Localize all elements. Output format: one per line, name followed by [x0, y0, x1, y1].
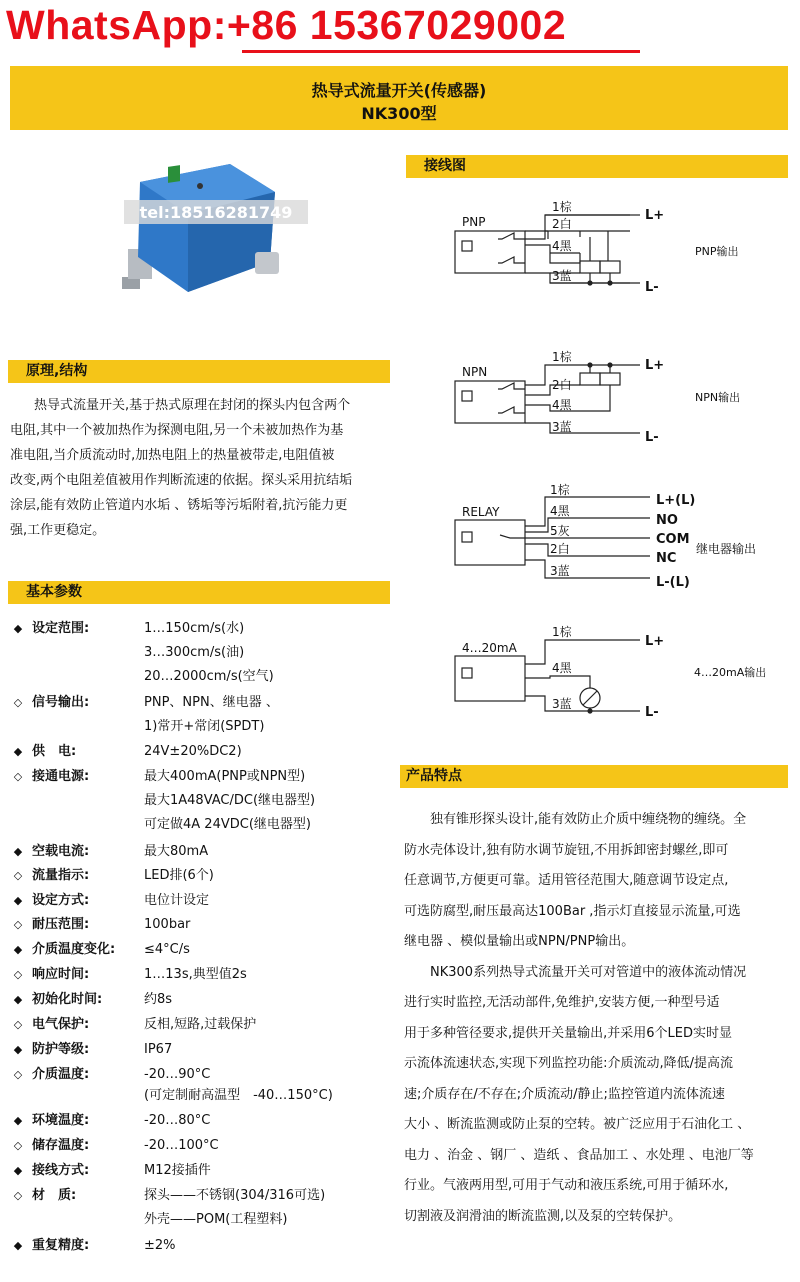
- param-row: [10, 617, 400, 641]
- diagram-label: RELAY: [462, 505, 500, 519]
- terminal-label: L-: [645, 430, 659, 445]
- features-line: 大小 、断流监测或防止泵的空转。被广泛应用于石油化工 、: [404, 1117, 751, 1132]
- param-key: 介质温度:: [32, 1067, 90, 1082]
- param-value: -20…90°C: [144, 1067, 211, 1082]
- terminal-label: L+(L): [656, 493, 696, 508]
- bullet-icon: ◆: [13, 622, 23, 635]
- principle-line: 电阻,其中一个被加热作为探测电阻,另一个未被加热作为基: [10, 423, 344, 438]
- terminal-label: NC: [656, 551, 677, 566]
- features-line: 进行实时监控,无活动部件,免维护,安装方便,一种型号适: [404, 995, 720, 1010]
- terminal-label: L+: [645, 634, 665, 649]
- param-key: 耐压范围:: [32, 917, 90, 932]
- output-label: NPN输出: [695, 391, 741, 404]
- bullet-icon: ◆: [13, 943, 23, 956]
- principle-text: [10, 393, 400, 543]
- photo-watermark: tel:18516281749: [139, 203, 293, 222]
- output-label: 继电器输出: [696, 542, 757, 556]
- param-value: -20…80°C: [144, 1113, 211, 1128]
- output-label: 4…20mA输出: [694, 666, 767, 679]
- features-text: [404, 805, 794, 1232]
- param-key: 供 电:: [32, 744, 77, 759]
- features-line: 继电器 、模似量输出或NPN/PNP输出。: [404, 934, 635, 949]
- analog-wiring-diagram: [440, 620, 790, 725]
- bullet-icon: ◆: [13, 1164, 23, 1177]
- param-value: 24V±20%DC2): [144, 744, 242, 759]
- param-row: [10, 889, 400, 913]
- features-line: 任意调节,方便更可靠。适用管径范围大,随意调节设定点,: [404, 873, 729, 888]
- param-value: -20…100°C: [144, 1138, 219, 1153]
- param-key: 防护等级:: [32, 1042, 90, 1057]
- watermark-underline: [242, 50, 640, 53]
- wire-label: 4黑: [552, 239, 572, 253]
- param-value: ≤4°C/s: [144, 942, 190, 957]
- load-1: [580, 261, 600, 273]
- param-key: 接通电源:: [32, 769, 90, 784]
- wire-label: 3蓝: [550, 564, 570, 578]
- param-row: [10, 963, 400, 987]
- wire-label: 4黑: [552, 661, 572, 675]
- features-line: 用于多种管径要求,提供开关量输出,并采用6个LED实时显: [404, 1025, 733, 1041]
- wire-label: 3蓝: [552, 420, 572, 434]
- wire-label: 2白: [552, 378, 572, 392]
- terminal-label: NO: [656, 513, 678, 528]
- bullet-icon: ◆: [13, 1239, 23, 1252]
- bullet-icon: ◇: [13, 1189, 23, 1202]
- wire-label: 1棕: [550, 483, 570, 497]
- bullet-icon: ◆: [13, 1114, 23, 1127]
- param-row: [10, 691, 400, 715]
- param-value: ±2%: [144, 1238, 176, 1253]
- param-row: [10, 765, 400, 789]
- m12-connector: [255, 252, 279, 274]
- led-label: [168, 165, 180, 183]
- param-key: 初始化时间:: [32, 992, 103, 1007]
- param-subvalue: 20…2000cm/s(空气): [144, 669, 274, 684]
- principle-line: 涂层,能有效防止管道内水垢 、锈垢等污垢附着,抗污能力更: [10, 498, 348, 513]
- param-key: 接线方式:: [32, 1163, 90, 1178]
- param-row: [10, 1234, 400, 1258]
- diagram-label: 4…20mA: [462, 641, 517, 655]
- terminal-label: L-(L): [656, 575, 690, 590]
- param-row: [10, 740, 400, 764]
- param-key: 设定范围:: [32, 621, 90, 636]
- diagram-label: PNP: [462, 215, 486, 229]
- principle-line: 改变,两个电阻差值被用作判断流速的依据。探头采用抗结垢: [10, 473, 353, 488]
- param-value: PNP、NPN、继电器 、: [144, 695, 279, 710]
- param-row: [10, 1184, 400, 1208]
- bullet-icon: ◇: [13, 1139, 23, 1152]
- param-value: 1…13s,典型值2s: [144, 967, 247, 982]
- param-value: LED排(6个): [144, 868, 214, 883]
- param-key: 空载电流:: [32, 844, 90, 859]
- param-value: 探头——不锈钢(304/316可选): [144, 1188, 326, 1203]
- features-line: 电力 、治金 、钢厂 、造纸 、食品加工 、水处理 、电池厂等: [404, 1147, 754, 1163]
- features-line: 行业。气液两用型,可用于气动和液压系统,可用于循环水,: [404, 1178, 729, 1193]
- wire-label: 3蓝: [552, 269, 572, 283]
- model-name: NK300型: [361, 104, 437, 123]
- product-photo: [110, 152, 310, 312]
- param-value: 最大400mA(PNP或NPN型): [144, 769, 306, 784]
- wire-label: 2白: [552, 217, 572, 231]
- bullet-icon: ◇: [13, 968, 23, 981]
- param-row: [10, 1134, 400, 1158]
- bullet-icon: ◆: [13, 845, 23, 858]
- terminal-label: L-: [645, 705, 659, 720]
- sensor-symbol-icon: [462, 668, 472, 678]
- param-row: [10, 988, 400, 1012]
- param-value: IP67: [144, 1042, 173, 1057]
- relay-wiring-diagram: [440, 480, 790, 590]
- page-title: 热导式流量开关(传感器): [311, 81, 487, 100]
- features-line: 独有锥形探头设计,能有效防止介质中缠绕物的缠绕。全: [430, 812, 747, 827]
- param-row: [10, 1013, 400, 1037]
- param-subvalue: 3…300cm/s(油): [144, 645, 245, 660]
- param-key: 介质温度变化:: [32, 942, 116, 957]
- param-value: 100bar: [144, 917, 191, 932]
- bullet-icon: ◇: [13, 1068, 23, 1081]
- param-row: [10, 840, 400, 864]
- param-subvalue: 最大1A48VAC/DC(继电器型): [144, 793, 316, 808]
- terminal-label: L-: [645, 280, 659, 295]
- param-value: 反相,短路,过载保护: [144, 1017, 257, 1032]
- param-key: 环境温度:: [32, 1113, 90, 1128]
- param-value: 1…150cm/s(水): [144, 621, 245, 636]
- sensor-symbol-icon: [462, 391, 472, 401]
- param-key: 电气保护:: [32, 1017, 90, 1032]
- features-line: 切割液及润滑油的断流监测,以及泵的空转保护。: [404, 1208, 682, 1224]
- features-line: NK300系列热导式流量开关可对管道中的液体流动情况: [430, 964, 747, 980]
- features-line: 示流体流速状态,实现下列监控功能:介质流动,降低/提高流: [404, 1056, 734, 1071]
- bullet-icon: ◆: [13, 745, 23, 758]
- param-subvalue: 外壳——POM(工程塑料): [144, 1212, 288, 1227]
- bullet-icon: ◆: [13, 894, 23, 907]
- wire-label: 1棕: [552, 200, 572, 214]
- title-banner: [10, 66, 788, 130]
- param-row: [10, 864, 400, 888]
- param-subvalue: 1)常开+常闭(SPDT): [144, 719, 265, 734]
- param-value: M12接插件: [144, 1163, 211, 1178]
- principle-line: 准电阻,当介质流动时,加热电阻上的热量被带走,电阻值被: [10, 448, 335, 463]
- param-row: [10, 1109, 400, 1133]
- terminal-label: L+: [645, 358, 665, 373]
- features-line: 速;介质存在/不存在;介质流动/静止;监控管道内流体流速: [404, 1086, 725, 1102]
- params-heading: 基本参数: [8, 581, 390, 604]
- features-line: 防水壳体设计,独有防水调节旋钮,不用拆卸密封螺丝,即可: [404, 842, 729, 858]
- param-key: 流量指示:: [32, 868, 90, 883]
- adjust-knob: [197, 183, 203, 189]
- param-key: 重复精度:: [32, 1238, 90, 1253]
- param-row: [10, 913, 400, 937]
- bullet-icon: ◆: [13, 993, 23, 1006]
- bullet-icon: ◇: [13, 869, 23, 882]
- param-value: 电位计设定: [144, 893, 210, 908]
- load-1: [580, 373, 600, 385]
- param-row: [10, 938, 400, 962]
- principle-heading: 原理,结构: [8, 360, 390, 383]
- wire-label: 4黑: [552, 398, 572, 412]
- param-value: 最大80mA: [144, 844, 209, 859]
- wire-label: 1棕: [552, 625, 572, 639]
- pnp-wiring-diagram: [440, 195, 790, 305]
- terminal-label: COM: [656, 532, 690, 547]
- wire-label: 2白: [550, 542, 570, 556]
- diagram-label: NPN: [462, 365, 488, 379]
- sensor-symbol-icon: [462, 241, 472, 251]
- whatsapp-watermark: WhatsApp:+86 15367029002: [6, 2, 567, 48]
- wiring-heading: 接线图: [406, 155, 788, 178]
- output-label: PNP输出: [695, 245, 739, 258]
- bullet-icon: ◇: [13, 770, 23, 783]
- param-key: 材 质:: [32, 1188, 77, 1203]
- param-value: 约8s: [144, 992, 173, 1007]
- param-row: [10, 1159, 400, 1183]
- principle-line: 热导式流量开关,基于热式原理在封闭的探头内包含两个: [34, 398, 351, 413]
- wire-label: 1棕: [552, 350, 572, 364]
- bullet-icon: ◆: [13, 1043, 23, 1056]
- param-subvalue: (可定制耐高温型 -40…150°C): [144, 1088, 333, 1103]
- param-subvalue: 可定做4A 24VDC(继电器型): [144, 817, 311, 832]
- param-key: 设定方式:: [32, 893, 90, 908]
- param-key: 信号输出:: [32, 695, 90, 710]
- load-2: [600, 261, 620, 273]
- bullet-icon: ◇: [13, 1018, 23, 1031]
- wire-label: 5灰: [550, 524, 570, 538]
- bullet-icon: ◇: [13, 696, 23, 709]
- bullet-icon: ◇: [13, 918, 23, 931]
- terminal-label: L+: [645, 208, 665, 223]
- param-key: 响应时间:: [32, 967, 90, 982]
- wire-label: 4黑: [550, 504, 570, 518]
- sensor-symbol-icon: [462, 532, 472, 542]
- features-heading: 产品特点: [400, 765, 788, 788]
- load-2: [600, 373, 620, 385]
- param-key: 储存温度:: [32, 1138, 90, 1153]
- features-line: 可选防腐型,耐压最高达100Bar ,指示灯直接显示流量,可选: [404, 903, 741, 919]
- param-row: [10, 1038, 400, 1062]
- wire-label: 3蓝: [552, 697, 572, 711]
- principle-line: 强,工作更稳定。: [10, 523, 106, 538]
- npn-wiring-diagram: [440, 345, 790, 445]
